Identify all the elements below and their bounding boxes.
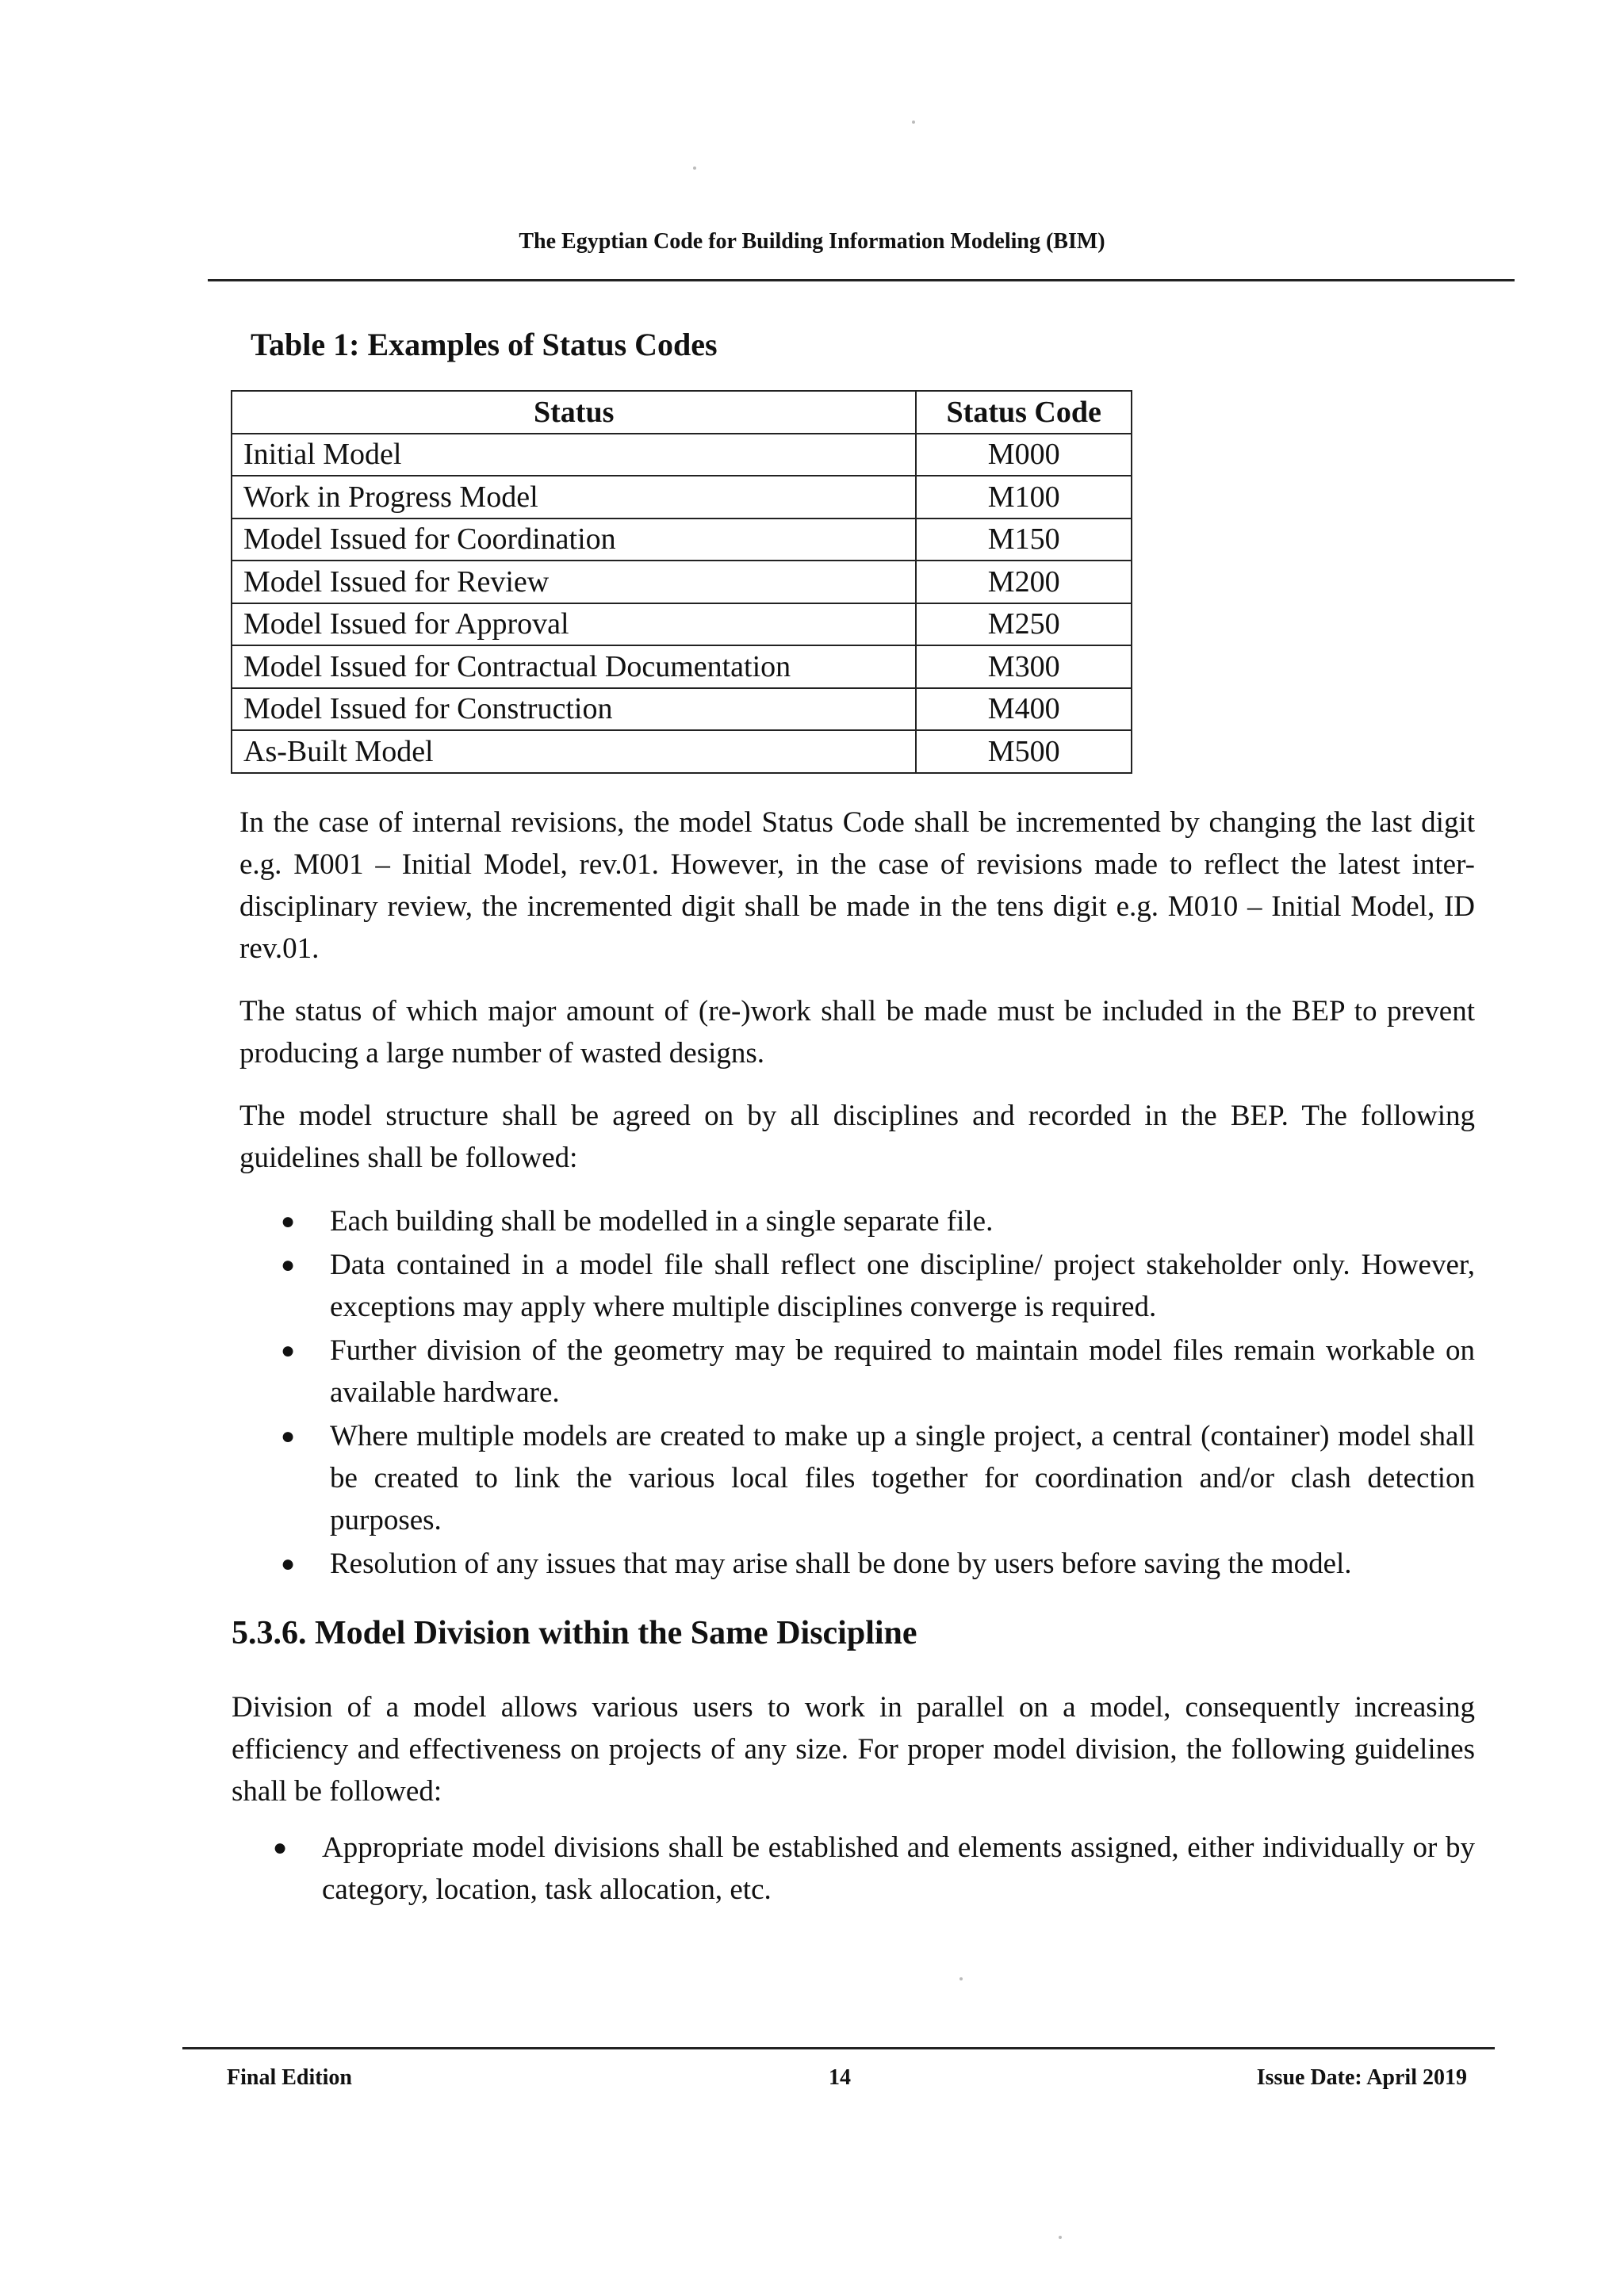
status-cell: Model Issued for Coordination: [232, 519, 916, 561]
list-item-text: Where multiple models are created to make up a single project, a central (container) model shall be created to link the various local files together for coordination and/or clash detection purposes.: [330, 1420, 1475, 1536]
status-cell: Model Issued for Contractual Documentation: [232, 645, 916, 688]
status-cell: Model Issued for Construction: [232, 688, 916, 731]
status-code-cell: M500: [916, 730, 1132, 773]
status-code-cell: M300: [916, 645, 1132, 688]
list-item: [232, 1827, 1475, 1911]
running-header: The Egyptian Code for Building Information Modeling (BIM): [519, 229, 1105, 254]
status-codes-table: [231, 390, 1132, 774]
scan-speck: [959, 1977, 963, 1980]
header-rule: [208, 279, 1515, 281]
list-item-text: Data contained in a model file shall reflect one discipline/ project stakeholder only. However, exceptions may apply where multiple disciplines converge is required.: [330, 1249, 1475, 1323]
revisions-paragraph: In the case of internal revisions, the model Status Code shall be incremented by changing the last digit e.g. M001 – Initial Model, rev.01. However, in the case of revisions made to reflect the latest inter-disciplinary review, the incremented digit shall be made in the tens digit e.g. M010 – Initial Model, ID rev.01.: [239, 806, 1475, 965]
status-cell: Model Issued for Approval: [232, 603, 916, 646]
status-cell: Work in Progress Model: [232, 476, 916, 519]
bullet-icon: ●: [281, 1337, 296, 1364]
bullet-icon: ●: [281, 1208, 296, 1234]
status-code-cell: M150: [916, 519, 1132, 561]
table-row: [232, 603, 1132, 646]
table-row: [232, 476, 1132, 519]
footer-page-number: 14: [829, 2065, 851, 2090]
list-item-text: Appropriate model divisions shall be established and elements assigned, either individually or by category, location, task allocation, etc.: [322, 1831, 1475, 1906]
column-header-status: Status: [232, 391, 916, 434]
footer-issue-date: Issue Date: April 2019: [1256, 2065, 1467, 2090]
scan-speck: [912, 121, 915, 124]
footer-edition: Final Edition: [227, 2065, 352, 2090]
footer-rule: [182, 2047, 1495, 2049]
bullet-icon: ●: [273, 1835, 288, 1861]
status-code-cell: M250: [916, 603, 1132, 646]
list-item-text: Resolution of any issues that may arise shall be done by users before saving the model.: [330, 1548, 1352, 1580]
status-cell: As-Built Model: [232, 730, 916, 773]
rework-paragraph: The status of which major amount of (re-)work shall be made must be included in the BEP to prevent producing a large number of wasted designs.: [239, 995, 1475, 1070]
column-header-status-code: Status Code: [916, 391, 1132, 434]
table-row: [232, 688, 1132, 731]
structure-paragraph: The model structure shall be agreed on by all disciplines and recorded in the BEP. The following guidelines shall be followed:: [239, 1100, 1475, 1174]
table-row: [232, 519, 1132, 561]
status-cell: Model Issued for Review: [232, 561, 916, 603]
status-cell: Initial Model: [232, 434, 916, 476]
table-row: [232, 645, 1132, 688]
list-item-text: Each building shall be modelled in a single separate file.: [330, 1205, 994, 1238]
list-item: [239, 1543, 1475, 1585]
scan-speck: [1059, 2236, 1062, 2239]
status-code-cell: M400: [916, 688, 1132, 731]
table-caption: Table 1: Examples of Status Codes: [251, 327, 718, 362]
table-row: [232, 434, 1132, 476]
list-item-text: Further division of the geometry may be required to maintain model files remain workable on available hardware.: [330, 1334, 1475, 1409]
status-code-cell: M000: [916, 434, 1132, 476]
table-header-row: [232, 391, 1132, 434]
list-item: [239, 1244, 1475, 1328]
list-item: [239, 1330, 1475, 1414]
status-code-cell: M100: [916, 476, 1132, 519]
section-intro-paragraph: Division of a model allows various users to work in parallel on a model, consequently increasing efficiency and effectiveness on projects of any size. For proper model division, the following guidelines shall be followed:: [232, 1691, 1475, 1808]
structure-guidelines-list: [239, 1200, 1475, 1586]
table-row: [232, 561, 1132, 603]
status-code-cell: M200: [916, 561, 1132, 603]
list-item: [239, 1415, 1475, 1541]
table-row: [232, 730, 1132, 773]
bullet-icon: ●: [281, 1252, 296, 1278]
list-item: [239, 1200, 1475, 1242]
division-guidelines-list: [232, 1827, 1475, 1912]
bullet-icon: ●: [281, 1551, 296, 1577]
bullet-icon: ●: [281, 1423, 296, 1449]
section-heading: 5.3.6. Model Division within the Same Discipline: [232, 1615, 917, 1651]
scan-speck: [693, 166, 696, 170]
